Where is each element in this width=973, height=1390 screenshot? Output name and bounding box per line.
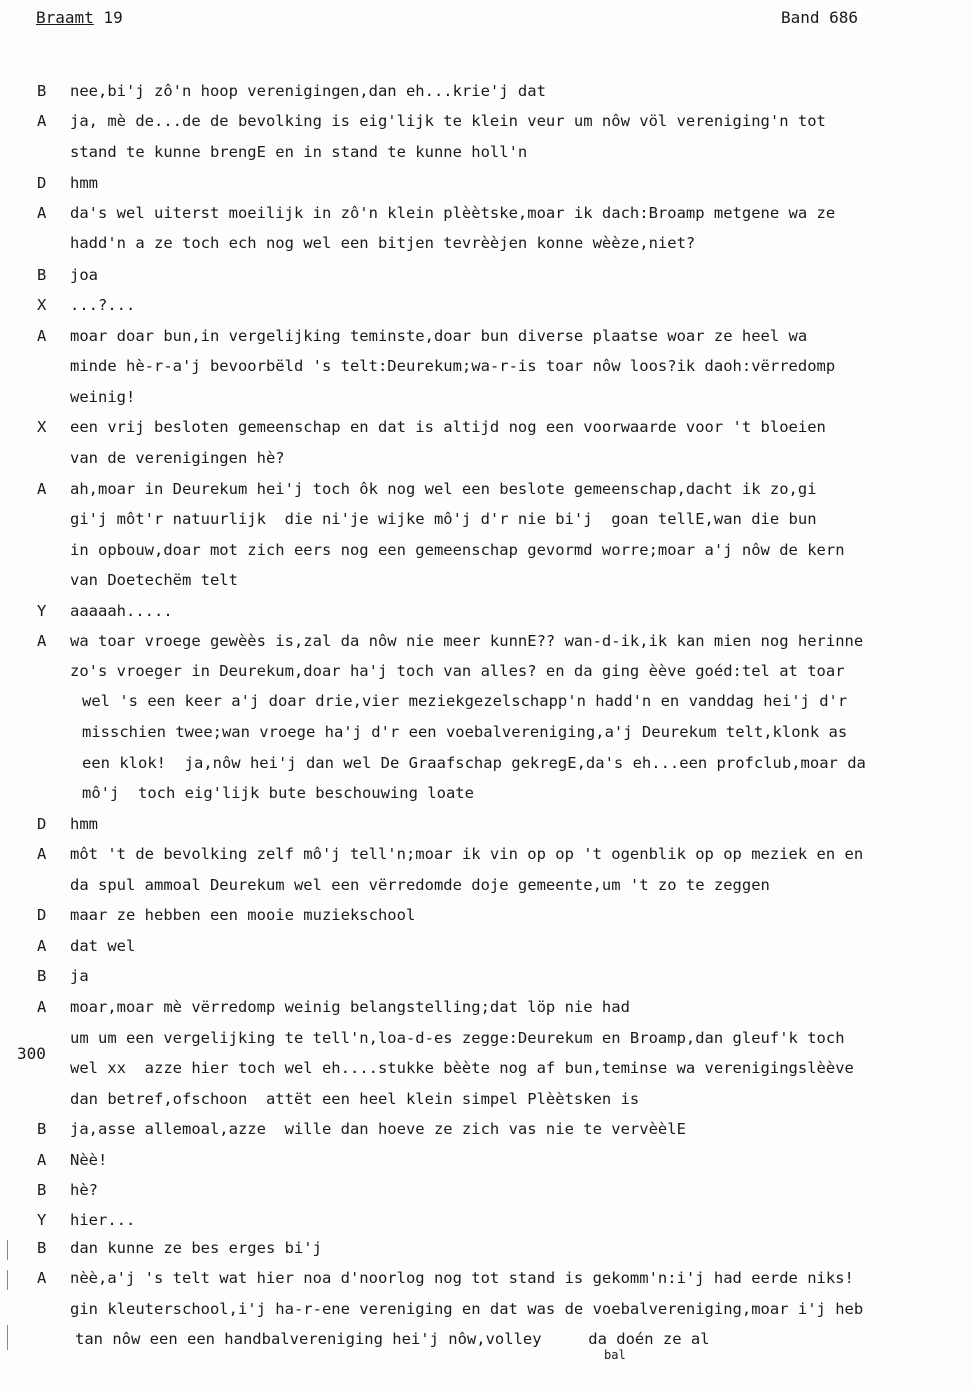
utterance-text: wa toar vroege gewèès is,zal da nôw nie meer kunnE?? wan-d-ik,ik kan mien nog herinne [70, 632, 864, 650]
transcript-line [0, 351, 973, 381]
transcript-line [0, 321, 973, 351]
transcript-line [0, 900, 973, 930]
utterance-text: nee,bi'j zô'n hoop verenigingen,dan eh...krie'j dat [70, 82, 546, 100]
utterance-text: een klok! ja,nôw hei'j dan wel De Graafschap gekregE,da's eh...een profclub,moar da [82, 754, 866, 772]
utterance-text: weinig! [70, 388, 136, 406]
transcript-line [0, 504, 973, 534]
speaker-label: B [37, 1239, 47, 1257]
utterance-text: in opbouw,doar mot zich eers nog een gemeenschap gevormd worre;moar a'j nôw de kern [70, 541, 845, 559]
transcript-line [0, 626, 973, 656]
transcript-line [0, 106, 973, 136]
utterance-text: aaaaah..... [70, 602, 173, 620]
utterance-text: moar doar bun,in vergelijking teminste,doar bun diverse plaatse woar ze heel wa [70, 327, 808, 345]
utterance-text: dat wel [70, 937, 136, 955]
transcript-line [0, 382, 973, 412]
speaker-label: X [37, 418, 47, 436]
utterance-text: stand te kunne brengE en in stand te kunne holl'n [70, 143, 528, 161]
utterance-text: dan kunne ze bes erges bi'j [70, 1239, 322, 1257]
utterance-text: maar ze hebben een mooie muziekschool [70, 906, 416, 924]
document-title [36, 8, 123, 27]
transcript-line [0, 1324, 973, 1354]
utterance-text: gin kleuterschool,i'j ha-r-ene vereniging en dat was de voebalvereniging,moar i'j heb [70, 1300, 864, 1318]
transcript-line [0, 992, 973, 1022]
transcript-line [0, 535, 973, 565]
utterance-text: dan betref,ofschoon attët een heel klein simpel Plèètsken is [70, 1090, 640, 1108]
transcript-line [0, 1233, 973, 1263]
utterance-text: ja, mè de...de de bevolking is eig'lijk te klein veur um nôw völ vereniging'n tot [70, 112, 826, 130]
utterance-text: gi'j môt'r natuurlijk die ni'je wijke mô'j d'r nie bi'j goan tellE,wan die bun [70, 510, 817, 528]
transcript-line [0, 137, 973, 167]
speaker-label: B [37, 266, 47, 284]
speaker-label: A [37, 1269, 47, 1287]
speaker-label: D [37, 815, 47, 833]
speaker-label: Y [37, 1211, 47, 1229]
utterance-text: hmm [70, 815, 98, 833]
transcript-line [0, 228, 973, 258]
utterance-text: da spul ammoal Deurekum wel een vërredomde doje gemeente,um 't zo te zeggen [70, 876, 770, 894]
transcript-line [0, 474, 973, 504]
title-number: 19 [93, 8, 123, 27]
transcript-line [0, 748, 973, 778]
utterance-text: zo's vroeger in Deurekum,doar ha'j toch van alles? en da ging èève goéd:tel at toar [70, 662, 845, 680]
transcript-line [0, 931, 973, 961]
speaker-label: A [37, 327, 47, 345]
transcript-line [0, 1023, 973, 1053]
interlinear-note: bal [604, 1348, 626, 1362]
utterance-text: misschien twee;wan vroege ha'j d'r een voebalvereniging,a'j Deurekum telt,klonk as [82, 723, 848, 741]
margin-counter: 300 [17, 1044, 46, 1063]
transcript-line [0, 1263, 973, 1293]
speaker-label: X [37, 296, 47, 314]
utterance-text: Nèè! [70, 1151, 108, 1169]
utterance-text: hmm [70, 174, 98, 192]
transcript-line [0, 596, 973, 626]
transcript-line [0, 961, 973, 991]
utterance-text: hè? [70, 1181, 98, 1199]
transcript-line [0, 443, 973, 473]
speaker-label: A [37, 937, 47, 955]
utterance-text: joa [70, 266, 98, 284]
utterance-text: mô'j toch eig'lijk bute beschouwing loate [82, 784, 474, 802]
utterance-text: um um een vergelijking te tell'n,loa-d-es zegge:Deurekum en Broamp,dan gleuf'k toch [70, 1029, 845, 1047]
transcript-line [0, 1175, 973, 1205]
transcript-line [0, 198, 973, 228]
utterance-text: minde hè-r-a'j bevoorbëld 's telt:Deurekum;wa-r-is toar nôw loos?ik daoh:vërredomp [70, 357, 836, 375]
utterance-text: tan nôw een een handbalvereniging hei'j nôw,volley da doén ze al [75, 1330, 710, 1348]
utterance-text: ja [70, 967, 89, 985]
transcript-line [0, 412, 973, 442]
transcript-line [0, 1145, 973, 1175]
transcript-line [0, 1205, 973, 1235]
transcript-line [0, 870, 973, 900]
transcript-line [0, 1053, 973, 1083]
speaker-label: A [37, 1151, 47, 1169]
transcript-line [0, 1114, 973, 1144]
transcript-line [0, 76, 973, 106]
speaker-label: B [37, 82, 47, 100]
utterance-text: wel xx azze hier toch wel eh....stukke bèète nog af bun,teminse wa verenigingslèève [70, 1059, 854, 1077]
speaker-label: A [37, 112, 47, 130]
utterance-text: wel 's een keer a'j doar drie,vier meziekgezelschapp'n hadd'n en vanddag hei'j d'r [82, 692, 848, 710]
transcript-line [0, 260, 973, 290]
utterance-text: ...?... [70, 296, 136, 314]
utterance-text: van Doetechëm telt [70, 571, 238, 589]
transcript-line [0, 778, 973, 808]
speaker-label: B [37, 967, 47, 985]
speaker-label: A [37, 998, 47, 1016]
utterance-text: van de verenigingen hè? [70, 449, 285, 467]
speaker-label: A [37, 480, 47, 498]
utterance-text: ja,asse allemoal,azze wille dan hoeve ze zich vas nie te vervèèlE [70, 1120, 686, 1138]
speaker-label: A [37, 632, 47, 650]
transcript-line [0, 809, 973, 839]
speaker-label: A [37, 845, 47, 863]
title-underlined: Braamt [36, 8, 94, 27]
transcript-line [0, 717, 973, 747]
speaker-label: A [37, 204, 47, 222]
transcript-line [0, 1084, 973, 1114]
utterance-text: een vrij besloten gemeenschap en dat is altijd nog een voorwaarde voor 't bloeien [70, 418, 826, 436]
utterance-text: da's wel uiterst moeilijk in zô'n klein plèètske,moar ik dach:Broamp metgene wa ze [70, 204, 836, 222]
transcript-line [0, 168, 973, 198]
transcript-line [0, 839, 973, 869]
speaker-label: B [37, 1120, 47, 1138]
utterance-text: môt 't de bevolking zelf mô'j tell'n;moar ik vin op op 't ogenblik op op meziek en en [70, 845, 864, 863]
utterance-text: hadd'n a ze toch ech nog wel een bitjen tevrèèjen konne wèèze,niet? [70, 234, 696, 252]
utterance-text: ah,moar in Deurekum hei'j toch ôk nog wel een beslote gemeenschap,dacht ik zo,gi [70, 480, 817, 498]
transcript-line [0, 290, 973, 320]
speaker-label: Y [37, 602, 47, 620]
speaker-label: D [37, 174, 47, 192]
transcript-line [0, 1294, 973, 1324]
transcript-line [0, 656, 973, 686]
speaker-label: B [37, 1181, 47, 1199]
utterance-text: nèè,a'j 's telt wat hier noa d'noorlog nog tot stand is gekomm'n:i'j had eerde niks! [70, 1269, 854, 1287]
utterance-text: hier... [70, 1211, 136, 1229]
utterance-text: moar,moar mè vërredomp weinig belangstelling;dat löp nie had [70, 998, 630, 1016]
speaker-label: D [37, 906, 47, 924]
band-number: Band 686 [781, 8, 859, 27]
transcript-line [0, 565, 973, 595]
transcript-line [0, 686, 973, 716]
